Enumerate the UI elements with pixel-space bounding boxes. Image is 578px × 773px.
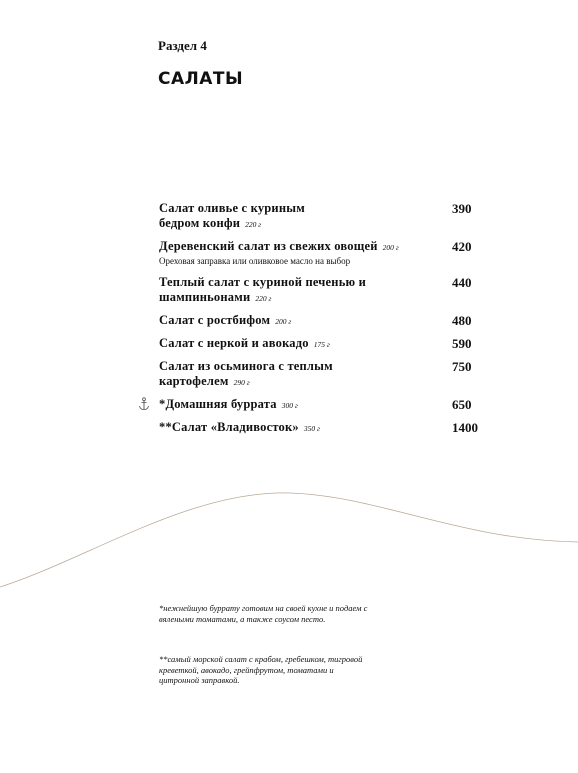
item-price: 390 bbox=[452, 201, 472, 216]
menu-item bbox=[159, 239, 484, 268]
item-weight: 300 г bbox=[281, 401, 298, 410]
item-weight: 200 г bbox=[275, 317, 292, 326]
item-name: Салат из осьминога с теплым картофелем bbox=[159, 359, 333, 388]
item-weight: 290 г bbox=[233, 378, 250, 387]
menu-item bbox=[159, 420, 484, 436]
item-name: Теплый салат с куриной печенью и шампиньонами bbox=[159, 275, 366, 304]
item-price: 1400 bbox=[452, 420, 478, 435]
item-name: Салат с неркой и авокадо bbox=[159, 336, 309, 350]
item-name: Деревенский салат из свежих овощей bbox=[159, 239, 378, 253]
item-name: *Домашняя буррата bbox=[159, 397, 277, 411]
item-weight: 220 г bbox=[255, 294, 272, 303]
menu-item bbox=[159, 313, 484, 329]
menu-item bbox=[159, 275, 484, 306]
item-weight: 175 г bbox=[313, 340, 330, 349]
item-price: 750 bbox=[452, 359, 472, 374]
page-title: САЛАТЫ bbox=[158, 69, 244, 89]
item-price: 590 bbox=[452, 336, 472, 351]
anchor-icon bbox=[138, 397, 150, 411]
footnote-vladivostok: **самый морской салат с крабом, гребешком, тигровой креветкой, авокадо, грейпфрутом, томатами и цитронной заправкой. bbox=[159, 654, 363, 685]
item-price: 440 bbox=[452, 275, 472, 290]
item-description: Ореховая заправка или оливковое масло на выбор bbox=[159, 256, 351, 266]
footnote-burrata: *нежнейшую буррату готовим на своей кухне и подаем с вялеными томатами, а также соусом песто. bbox=[159, 603, 368, 624]
menu-item bbox=[159, 397, 484, 413]
menu-item bbox=[159, 201, 484, 232]
decorative-wave bbox=[0, 480, 578, 600]
item-name: **Салат «Владивосток» bbox=[159, 420, 299, 434]
item-price: 480 bbox=[452, 313, 472, 328]
item-name: Салат оливье с куриным бедром конфи bbox=[159, 201, 305, 230]
item-price: 650 bbox=[452, 397, 472, 412]
section-label: Раздел 4 bbox=[158, 38, 207, 53]
item-weight: 350 г bbox=[303, 424, 320, 433]
item-price: 420 bbox=[452, 239, 472, 254]
item-weight: 200 г bbox=[382, 243, 399, 252]
item-name: Салат с ростбифом bbox=[159, 313, 271, 327]
menu-item bbox=[159, 336, 484, 352]
menu-item bbox=[159, 359, 484, 390]
item-weight: 220 г bbox=[245, 220, 262, 229]
menu-list bbox=[159, 201, 484, 443]
